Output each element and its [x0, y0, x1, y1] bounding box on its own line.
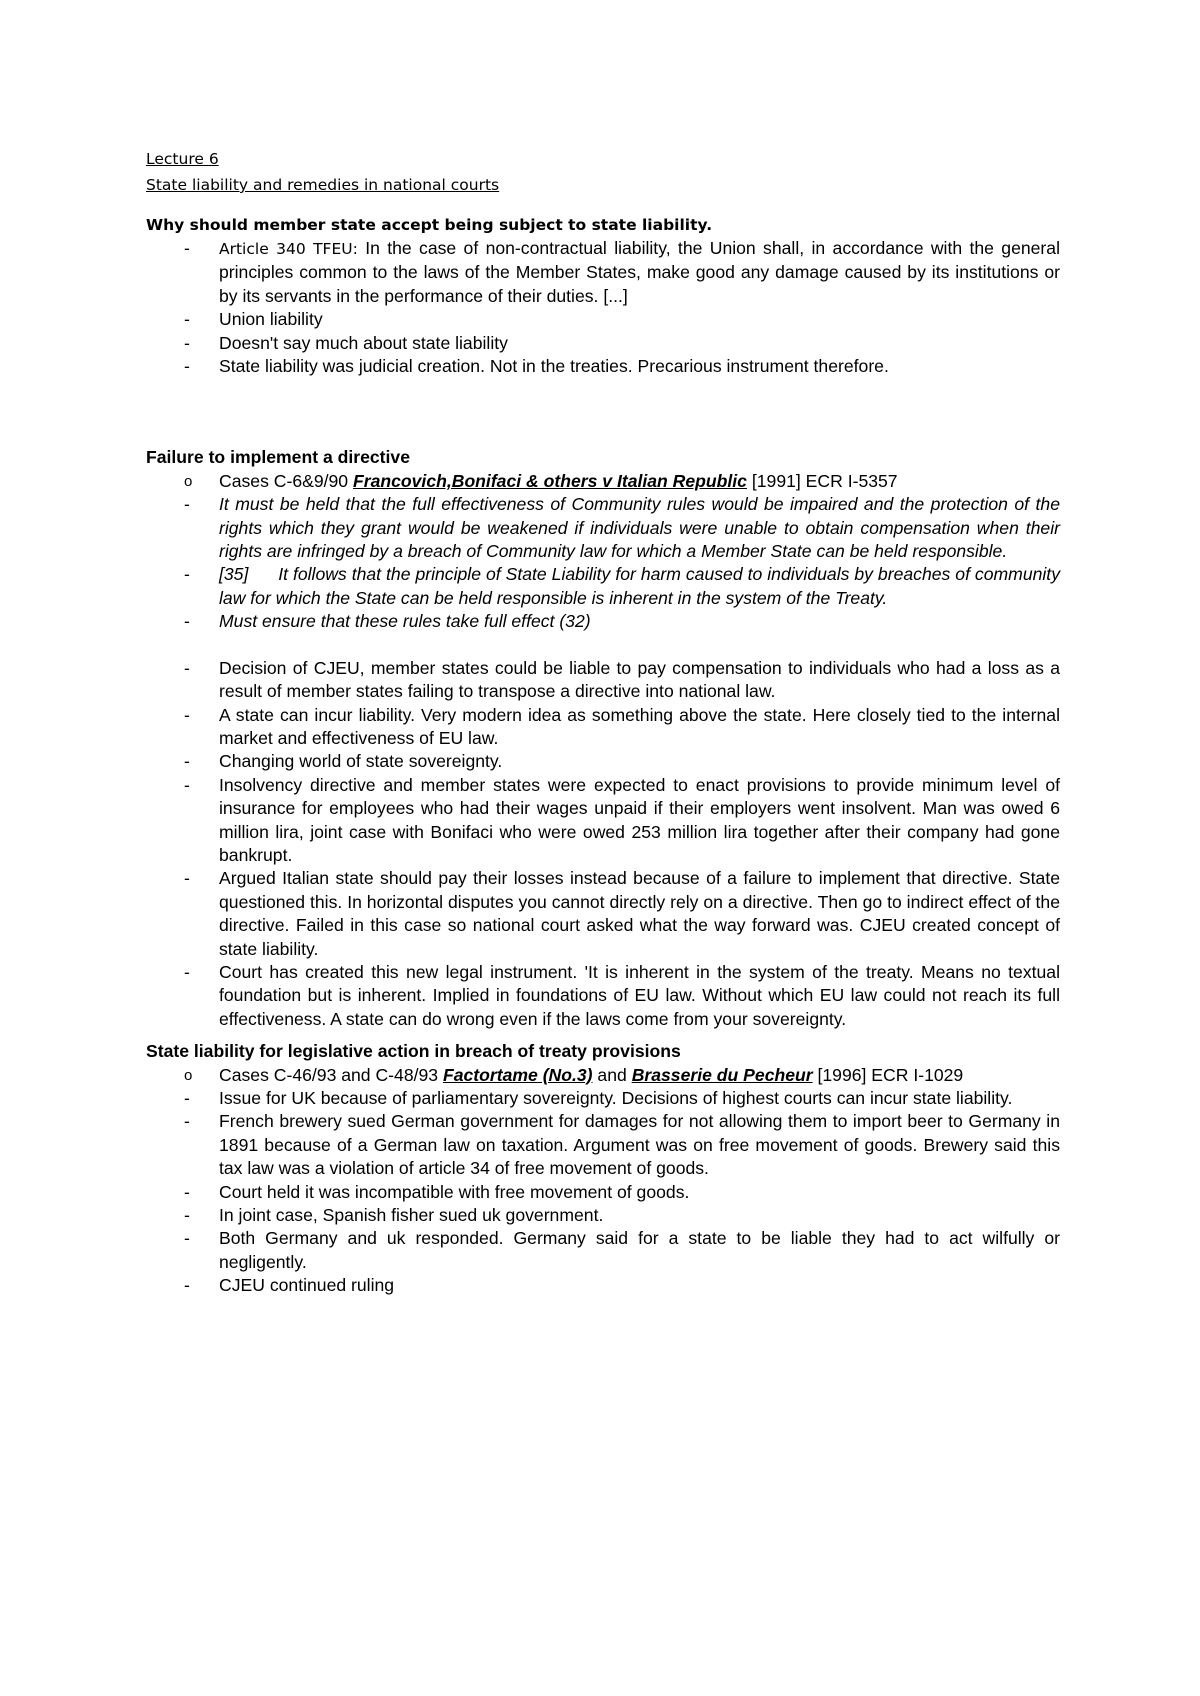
dash-marker: -: [184, 1275, 190, 1296]
list-item: [146, 332, 1060, 355]
list-item: [146, 1181, 1060, 1204]
list-item-text: Both Germany and uk responded. Germany said for a state to be liable they had to act wilfully or negligently.: [219, 1228, 1060, 1272]
dash-marker: -: [184, 657, 190, 678]
case-name: Francovich,Bonifaci & others v Italian Republic: [352, 470, 747, 491]
section-heading-legislative-action: State liability for legislative action in breach of treaty provisions: [146, 1041, 681, 1062]
guiding-question: Why should member state accept being subject to state liability.: [146, 216, 713, 234]
dash-marker: -: [184, 564, 190, 585]
quote-text: Must ensure that these rules take full effect (32): [219, 611, 591, 632]
list-item-text: Changing world of state sovereignty.: [219, 751, 503, 772]
lecture-topic: State liability and remedies in national courts: [146, 176, 500, 194]
dash-marker: -: [184, 238, 190, 258]
document-content: [146, 146, 1065, 1298]
list-item: [146, 610, 1060, 633]
list-item: [146, 867, 1060, 961]
list-item: [146, 750, 1060, 773]
case-joiner: and: [592, 1064, 632, 1085]
list-item-text: A state can incur liability. Very modern idea as something above the state. Here closely tied to the internal market and effectiveness of EU law.: [219, 704, 1060, 748]
list-item-text: State liability was judicial creation. Not in the treaties. Precarious instrument therefore.: [219, 356, 889, 377]
dash-marker: -: [184, 751, 190, 772]
list-item: [146, 493, 1060, 563]
dash-marker: -: [184, 868, 190, 889]
case-citation: [1996] ECR I-1029: [812, 1064, 964, 1085]
list-item-text: Insolvency directive and member states were expected to enact provisions to provide minimum level of insurance for employees who had their wages unpaid if their employers went insolvent. Man was owed 6 million lira, joint case with Bonifaci who were owed 253 million lira together after their company had gone bankrupt.: [219, 774, 1060, 865]
list-item-text: French brewery sued German government for damages for not allowing them to import beer to Germany in 1891 because of a German law on taxation. Argument was on free movement of goods. Brewery said this tax law was a violation of article 34 of free movement of goods.: [219, 1111, 1060, 1179]
circle-marker: o: [184, 472, 193, 490]
section1-list: [146, 470, 1065, 1031]
list-item: [146, 1274, 1060, 1297]
dash-marker: -: [184, 332, 190, 353]
list-item-text: Issue for UK because of parliamentary sovereignty. Decisions of highest courts can incur state liability.: [219, 1088, 1013, 1108]
list-item-text: Court has created this new legal instrument. 'It is inherent in the system of the treaty. Means no textual foundation but is inherent. Implied in foundations of EU law. Without which EU law could not reach its full effectiveness. A state can do wrong even if the laws come from your sovereignty.: [219, 961, 1060, 1029]
case-prefix: Cases C-6&9/90: [219, 470, 353, 491]
case-citation: [1991] ECR I-5357: [746, 470, 898, 491]
dash-marker: -: [184, 704, 190, 725]
quote-text: It must be held that the full effectiveness of Community rules would be impaired and the protection of the rights which they grant would be weakened if individuals were unable to obtain compensation when their rights are infringed by a breach of Community law for which a Member State can be held responsible.: [219, 494, 1060, 562]
list-item-text: Decision of CJEU, member states could be liable to pay compensation to individuals who had a loss as a result of member states failing to transpose a directive into national law.: [219, 657, 1060, 702]
list-item: [146, 961, 1060, 1031]
section2-list: [146, 1064, 1060, 1298]
dash-marker: -: [184, 1205, 190, 1226]
list-item-text: Argued Italian state should pay their losses instead because of a failure to implement that directive. State questioned this. In horizontal disputes you cannot directly rely on a directive. Then go to indirect effect of the directive. Failed in this case so national court asked what the way forward was. CJEU created concept of state liability.: [219, 868, 1060, 959]
list-item: [146, 563, 1065, 610]
case-prefix: Cases C-46/93 and C-48/93: [219, 1064, 443, 1085]
dash-marker: -: [184, 1088, 190, 1108]
dash-marker: -: [184, 1181, 190, 1202]
case-name: Factortame (No.3): [442, 1064, 593, 1085]
quote-text: [35] It follows that the principle of State Liability for harm caused to individuals by breaches of community law for which the State can be held responsible is inherent in the system of the Treaty.: [219, 564, 1065, 608]
intro-list: [146, 237, 1060, 378]
dash-marker: -: [184, 1111, 190, 1132]
case-name: Brasserie du Pecheur: [631, 1064, 813, 1085]
list-item: [146, 704, 1060, 751]
case-reference: [146, 470, 1060, 493]
list-item: [146, 1110, 1060, 1180]
circle-marker: o: [184, 1066, 193, 1084]
dash-marker: -: [184, 494, 190, 515]
dash-marker: -: [184, 309, 190, 330]
dash-marker: -: [184, 961, 190, 982]
list-item-text: Court held it was incompatible with free movement of goods.: [219, 1181, 690, 1202]
list-item: [146, 657, 1060, 704]
article-text: In the case of non-contractual liability, the Union shall, in accordance with the general principles common to the laws of the Member States, make good any damage caused by its institutions or by its servants in the performance of their duties. [...]: [219, 238, 1060, 306]
lecture-number: Lecture 6: [146, 150, 219, 168]
list-item: [146, 1204, 1060, 1227]
list-item: [146, 1227, 1060, 1274]
list-item: [146, 774, 1060, 868]
dash-marker: -: [184, 774, 190, 795]
list-item-text: CJEU continued ruling: [219, 1275, 395, 1296]
list-item: [146, 308, 1060, 331]
article-label: Article 340 TFEU:: [219, 240, 358, 258]
list-item-text: In joint case, Spanish fisher sued uk government.: [219, 1205, 604, 1226]
list-item: [146, 355, 1060, 378]
section-heading-failure-to-implement: Failure to implement a directive: [146, 447, 410, 468]
list-item: [146, 1087, 1060, 1110]
dash-marker: -: [184, 356, 190, 377]
list-item-text: Union liability: [219, 309, 323, 330]
dash-marker: -: [184, 1228, 190, 1249]
case-reference: [146, 1064, 1060, 1087]
list-item-text: Doesn't say much about state liability: [219, 332, 508, 353]
dash-marker: -: [184, 611, 190, 632]
list-item: [146, 237, 1060, 308]
